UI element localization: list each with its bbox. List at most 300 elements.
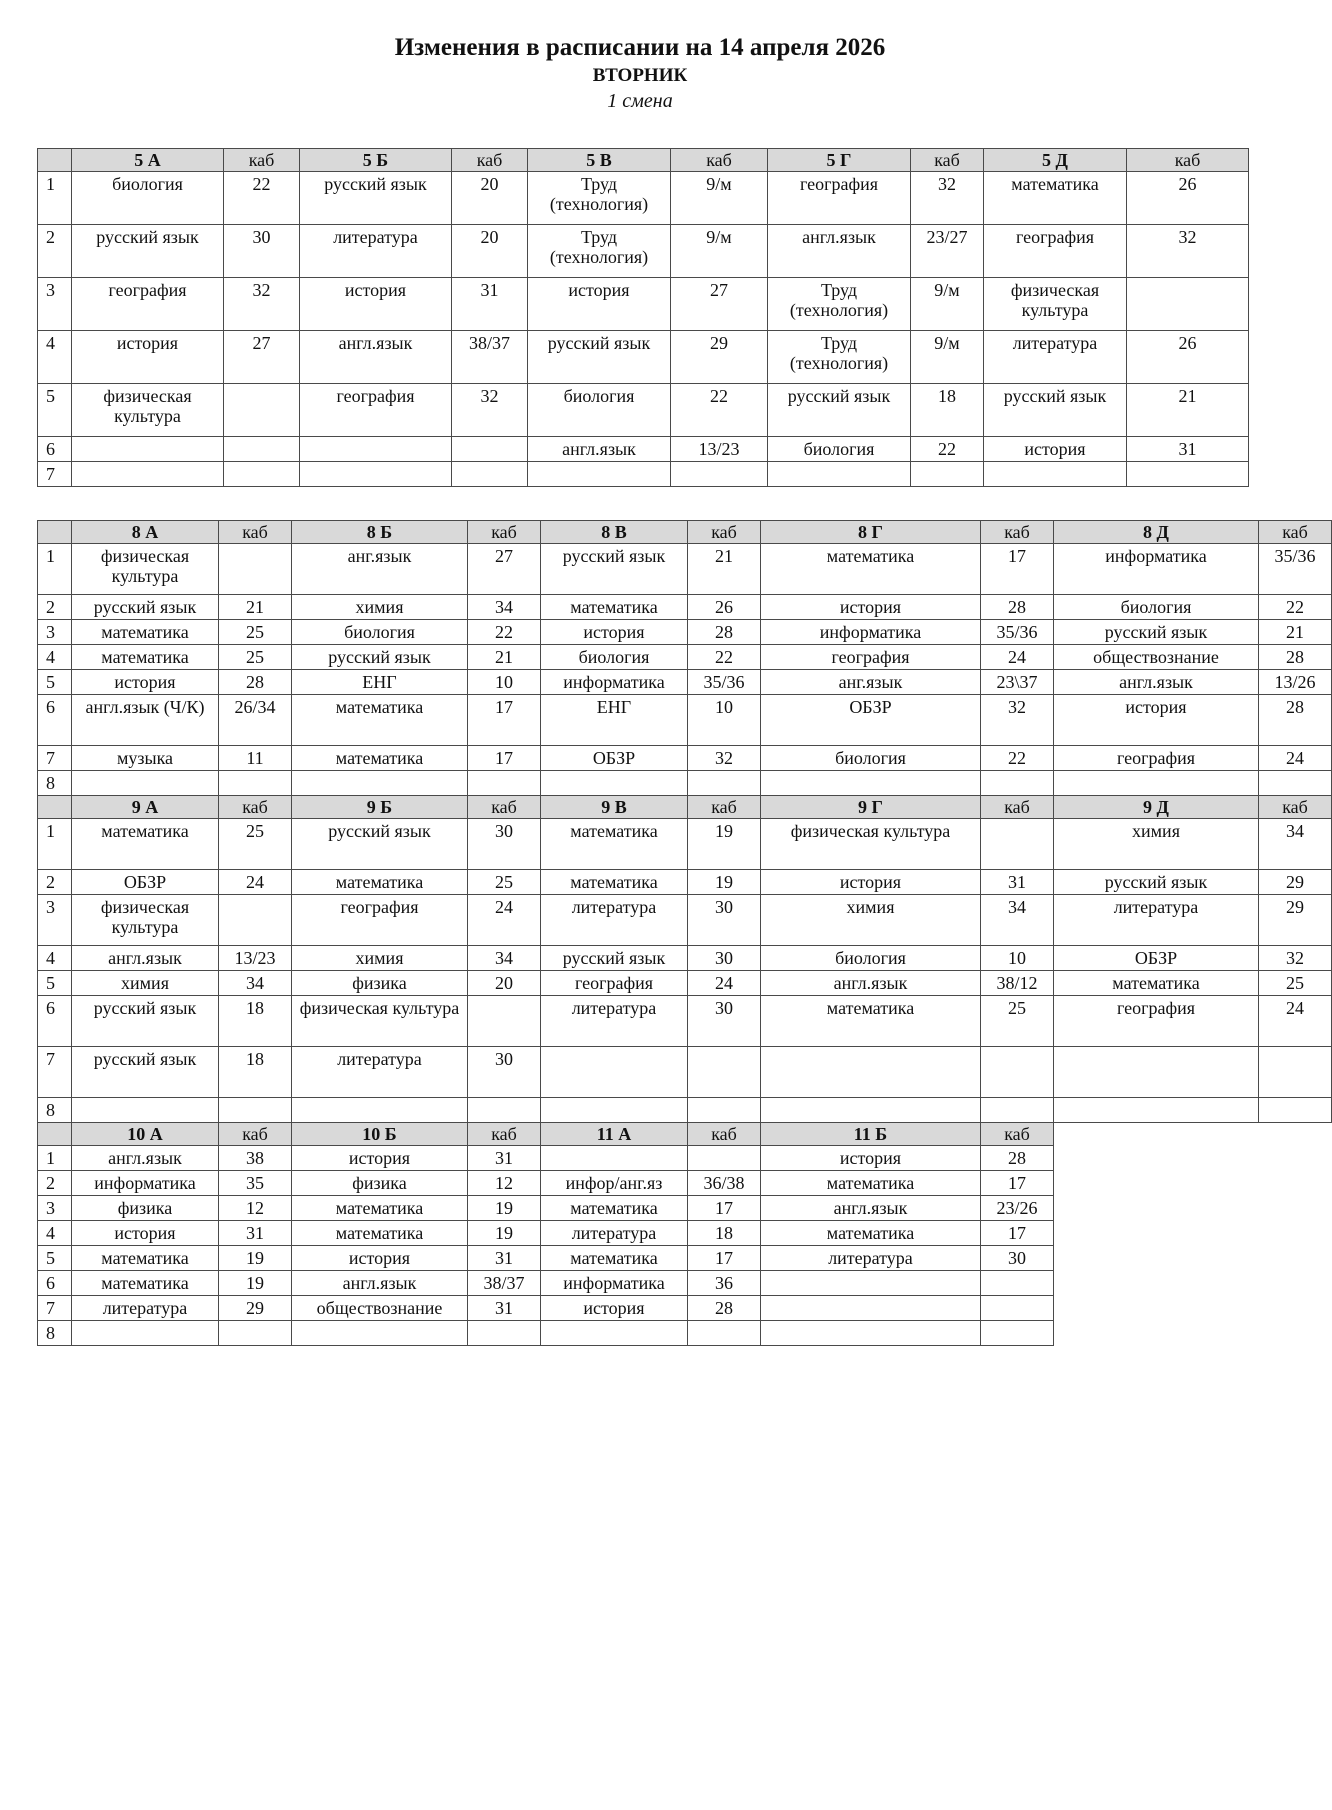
subject-cell: обществознание [292,1296,468,1321]
lesson-number: 8 [38,771,72,796]
lesson-number: 6 [38,695,72,746]
subject-cell: математика [761,544,981,595]
subject-cell: ОБЗР [1054,946,1259,971]
subject-cell: литература [541,895,688,946]
room-cell [1259,1047,1332,1098]
room-cell [688,1321,761,1346]
subject-cell: литература [300,225,452,278]
room-cell [468,771,541,796]
class-header-9г: 9 Г [761,796,981,819]
subject-cell: русский язык [72,595,219,620]
room-cell: 10 [981,946,1054,971]
lesson-number: 2 [38,1171,72,1196]
class-header-8а: 8 А [72,521,219,544]
table-header-row [38,521,1332,544]
table-row [38,670,1332,695]
room-cell: 29 [1259,895,1332,946]
room-cell: 34 [468,595,541,620]
subject-cell: англ.язык [768,225,911,278]
subject-cell: математика [292,870,468,895]
room-cell: 12 [219,1196,292,1221]
room-cell: 38/37 [452,331,528,384]
room-cell: 28 [1259,695,1332,746]
room-cell: 19 [219,1246,292,1271]
subject-cell [292,771,468,796]
subject-cell: химия [1054,819,1259,870]
subject-cell: математика [1054,971,1259,996]
room-cell: 38 [219,1146,292,1171]
subject-cell: Труд (технология) [768,331,911,384]
subject-cell: русский язык [768,384,911,437]
subject-cell: география [541,971,688,996]
subject-cell: математика [541,595,688,620]
subject-cell: англ.язык [300,331,452,384]
room-cell: 22 [468,620,541,645]
subject-cell: анг.язык [761,670,981,695]
table-row [38,895,1332,946]
room-header: каб [468,796,541,819]
class-header-5г: 5 Г [768,149,911,172]
room-cell: 30 [468,819,541,870]
room-cell: 36/38 [688,1171,761,1196]
room-header: каб [1259,796,1332,819]
subject-cell [541,771,688,796]
class-header-10б: 10 Б [292,1123,468,1146]
lesson-number: 2 [38,595,72,620]
lesson-number: 8 [38,1098,72,1123]
room-cell: 22 [981,746,1054,771]
subject-cell [72,437,224,462]
room-cell: 9/м [671,172,768,225]
lesson-number: 4 [38,1221,72,1246]
lesson-number: 2 [38,225,72,278]
subject-cell: русский язык [541,946,688,971]
table-row [38,384,1249,437]
empty-cell [1054,1271,1259,1296]
room-cell: 36 [688,1271,761,1296]
subject-cell: русский язык [541,544,688,595]
subject-cell: история [541,620,688,645]
subject-cell: русский язык [72,1047,219,1098]
subject-cell: история [72,331,224,384]
subject-cell: история [761,1146,981,1171]
room-cell: 19 [688,819,761,870]
subject-cell: ОБЗР [72,870,219,895]
room-cell: 29 [671,331,768,384]
room-cell: 21 [1259,620,1332,645]
lesson-number: 5 [38,1246,72,1271]
empty-cell [1259,1296,1332,1321]
subject-cell: математика [292,695,468,746]
subject-cell: математика [541,1246,688,1271]
room-cell: 30 [981,1246,1054,1271]
room-cell [981,771,1054,796]
subject-cell: литература [761,1246,981,1271]
lesson-number: 2 [38,870,72,895]
subject-cell: литература [1054,895,1259,946]
subject-cell [761,1271,981,1296]
subject-cell: англ.язык [72,946,219,971]
subject-cell: информатика [541,1271,688,1296]
room-cell: 10 [688,695,761,746]
room-cell [452,462,528,487]
subject-cell [72,462,224,487]
subject-cell [984,462,1127,487]
room-cell [219,771,292,796]
lesson-number: 5 [38,384,72,437]
room-cell [452,437,528,462]
subject-cell: англ.язык (Ч/К) [72,695,219,746]
schedule-table-grades-8-11 [37,520,1332,1346]
table-row [38,1221,1332,1246]
room-cell: 9/м [911,278,984,331]
room-cell [1127,462,1249,487]
room-cell: 32 [981,695,1054,746]
room-cell: 24 [1259,746,1332,771]
empty-cell [1259,1171,1332,1196]
subject-cell: ОБЗР [761,695,981,746]
class-header-9б: 9 Б [292,796,468,819]
subject-cell: ЕНГ [541,695,688,746]
subject-cell: физическая культура [72,895,219,946]
room-cell: 35/36 [1259,544,1332,595]
table-row [38,1146,1332,1171]
subject-cell: англ.язык [761,1196,981,1221]
subject-cell: ЕНГ [292,670,468,695]
empty-cell [1054,1123,1259,1146]
room-cell [981,819,1054,870]
subject-cell: математика [761,996,981,1047]
document-header [0,32,1280,114]
subject-cell: математика [761,1171,981,1196]
room-header: каб [219,796,292,819]
lesson-number: 3 [38,278,72,331]
room-cell [981,1321,1054,1346]
subject-cell [541,1098,688,1123]
room-cell: 10 [468,670,541,695]
subject-cell: математика [292,746,468,771]
room-cell: 21 [1127,384,1249,437]
subject-cell: информатика [541,670,688,695]
subject-cell: история [292,1146,468,1171]
room-cell: 34 [1259,819,1332,870]
room-cell: 23\37 [981,670,1054,695]
room-header: каб [688,1123,761,1146]
room-cell: 22 [911,437,984,462]
room-cell [1127,278,1249,331]
subject-cell: география [761,645,981,670]
subject-cell: Труд (технология) [528,172,671,225]
room-cell [224,384,300,437]
room-cell: 18 [219,1047,292,1098]
class-header-8г: 8 Г [761,521,981,544]
subject-cell: музыка [72,746,219,771]
empty-cell [1259,1123,1332,1146]
subject-cell: биология [541,645,688,670]
subject-cell: математика [761,1221,981,1246]
room-cell: 28 [981,1146,1054,1171]
subject-cell: русский язык [292,819,468,870]
subject-cell [1054,1098,1259,1123]
table-row [38,620,1332,645]
subject-cell: география [984,225,1127,278]
subject-cell: англ.язык [292,1271,468,1296]
room-cell: 26 [1127,331,1249,384]
room-cell: 24 [1259,996,1332,1047]
room-cell: 32 [1259,946,1332,971]
room-cell: 12 [468,1171,541,1196]
class-header-8д: 8 Д [1054,521,1259,544]
table-row [38,971,1332,996]
subject-cell: математика [984,172,1127,225]
lesson-number-header [38,796,72,819]
subject-cell: математика [72,819,219,870]
room-header: каб [452,149,528,172]
subject-cell: история [541,1296,688,1321]
room-header: каб [981,521,1054,544]
room-cell: 24 [688,971,761,996]
room-cell: 19 [468,1196,541,1221]
lesson-number: 1 [38,544,72,595]
table-row [38,695,1332,746]
subject-cell: химия [761,895,981,946]
empty-cell [1259,1246,1332,1271]
table-header-row [38,796,1332,819]
lesson-number: 4 [38,645,72,670]
room-cell: 30 [688,895,761,946]
room-cell [981,1271,1054,1296]
subject-cell [761,771,981,796]
room-cell: 35/36 [981,620,1054,645]
table-row [38,1246,1332,1271]
subject-cell: обществознание [1054,645,1259,670]
lesson-number: 7 [38,1047,72,1098]
class-header-9в: 9 В [541,796,688,819]
lesson-number-header [38,521,72,544]
empty-cell [1259,1321,1332,1346]
lesson-number: 4 [38,331,72,384]
room-cell: 18 [911,384,984,437]
room-cell: 25 [219,645,292,670]
day-of-week: ВТОРНИК [592,65,688,86]
empty-cell [1259,1271,1332,1296]
room-header: каб [981,796,1054,819]
subject-cell: история [528,278,671,331]
lesson-number: 1 [38,172,72,225]
table-row [38,1271,1332,1296]
subject-cell: география [72,278,224,331]
room-cell: 31 [1127,437,1249,462]
room-cell [911,462,984,487]
room-cell: 24 [981,645,1054,670]
subject-cell [541,1047,688,1098]
room-cell: 24 [468,895,541,946]
room-cell: 32 [911,172,984,225]
room-cell: 26 [1127,172,1249,225]
lesson-number-header [38,1123,72,1146]
lesson-number: 7 [38,462,72,487]
room-cell: 18 [219,996,292,1047]
room-cell [688,1146,761,1171]
table-row [38,1321,1332,1346]
lesson-number: 3 [38,1196,72,1221]
room-cell: 32 [224,278,300,331]
subject-cell: история [72,670,219,695]
subject-cell: литература [292,1047,468,1098]
table-row [38,437,1249,462]
subject-cell: русский язык [72,225,224,278]
room-cell: 13/26 [1259,670,1332,695]
subject-cell: биология [761,746,981,771]
lesson-number: 7 [38,1296,72,1321]
subject-cell: физическая культура [292,996,468,1047]
room-cell: 21 [688,544,761,595]
room-cell: 22 [688,645,761,670]
class-header-10а: 10 А [72,1123,219,1146]
subject-cell [292,1098,468,1123]
room-cell [468,1321,541,1346]
room-cell: 34 [981,895,1054,946]
subject-cell: математика [72,645,219,670]
subject-cell: русский язык [72,996,219,1047]
lesson-number-header [38,149,72,172]
room-cell: 13/23 [219,946,292,971]
subject-cell [541,1321,688,1346]
room-header: каб [688,796,761,819]
subject-cell: математика [292,1196,468,1221]
room-cell: 32 [688,746,761,771]
room-cell: 17 [468,746,541,771]
subject-cell: история [300,278,452,331]
table-row [38,870,1332,895]
subject-cell [72,771,219,796]
table-row [38,331,1249,384]
subject-cell: физика [292,1171,468,1196]
subject-cell: литература [72,1296,219,1321]
subject-cell: физическая культура [72,384,224,437]
table-row [38,946,1332,971]
table-row [38,225,1249,278]
subject-cell: математика [292,1221,468,1246]
room-cell: 25 [981,996,1054,1047]
room-cell [671,462,768,487]
subject-cell: анг.язык [292,544,468,595]
lesson-number: 8 [38,1321,72,1346]
room-cell: 30 [688,996,761,1047]
subject-cell: биология [528,384,671,437]
room-cell: 29 [219,1296,292,1321]
lesson-number: 5 [38,971,72,996]
shift-label: 1 смена [607,90,673,112]
subject-cell: англ.язык [1054,670,1259,695]
room-cell: 23/26 [981,1196,1054,1221]
subject-cell: история [292,1246,468,1271]
class-header-5а: 5 А [72,149,224,172]
lesson-number: 3 [38,895,72,946]
empty-cell [1259,1146,1332,1171]
room-cell: 17 [468,695,541,746]
subject-cell: биология [72,172,224,225]
room-header: каб [671,149,768,172]
subject-cell: англ.язык [761,971,981,996]
table-header-row [38,149,1249,172]
room-cell: 17 [981,1221,1054,1246]
room-header: каб [688,521,761,544]
subject-cell [1054,1047,1259,1098]
room-cell: 22 [1259,595,1332,620]
room-cell: 31 [468,1246,541,1271]
room-cell: 38/12 [981,971,1054,996]
lesson-number: 6 [38,996,72,1047]
room-header: каб [468,521,541,544]
room-cell [981,1047,1054,1098]
subject-cell: англ.язык [72,1146,219,1171]
subject-cell: биология [761,946,981,971]
lesson-number: 1 [38,1146,72,1171]
table-row [38,172,1249,225]
class-header-11б: 11 Б [761,1123,981,1146]
room-cell [688,1098,761,1123]
table-row [38,819,1332,870]
room-cell: 32 [452,384,528,437]
class-header-11а: 11 А [541,1123,688,1146]
room-header: каб [981,1123,1054,1146]
subject-cell: информатика [72,1171,219,1196]
empty-cell [1054,1321,1259,1346]
room-cell: 21 [468,645,541,670]
table-row [38,746,1332,771]
table-row [38,1098,1332,1123]
class-header-9а: 9 А [72,796,219,819]
subject-cell: география [292,895,468,946]
lesson-number: 6 [38,437,72,462]
table-row [38,1047,1332,1098]
room-cell [224,437,300,462]
room-cell: 32 [1127,225,1249,278]
table-row [38,278,1249,331]
lesson-number: 4 [38,946,72,971]
subject-cell: русский язык [984,384,1127,437]
room-cell: 22 [671,384,768,437]
room-cell: 18 [688,1221,761,1246]
room-cell: 17 [688,1196,761,1221]
room-cell: 27 [468,544,541,595]
subject-cell: химия [72,971,219,996]
room-cell: 25 [1259,971,1332,996]
room-header: каб [219,1123,292,1146]
room-cell: 38/37 [468,1271,541,1296]
room-cell: 26/34 [219,695,292,746]
subject-cell [72,1321,219,1346]
subject-cell: информатика [1054,544,1259,595]
room-cell: 31 [452,278,528,331]
room-cell [1259,771,1332,796]
subject-cell: русский язык [528,331,671,384]
subject-cell: литература [984,331,1127,384]
room-cell: 25 [219,819,292,870]
subject-cell: история [761,870,981,895]
subject-cell: история [1054,695,1259,746]
table-header-row [38,1123,1332,1146]
class-header-8б: 8 Б [292,521,468,544]
subject-cell: англ.язык [528,437,671,462]
room-cell [468,996,541,1047]
room-cell: 13/23 [671,437,768,462]
subject-cell: физика [292,971,468,996]
room-cell: 29 [1259,870,1332,895]
room-cell: 17 [688,1246,761,1271]
table-row [38,462,1249,487]
